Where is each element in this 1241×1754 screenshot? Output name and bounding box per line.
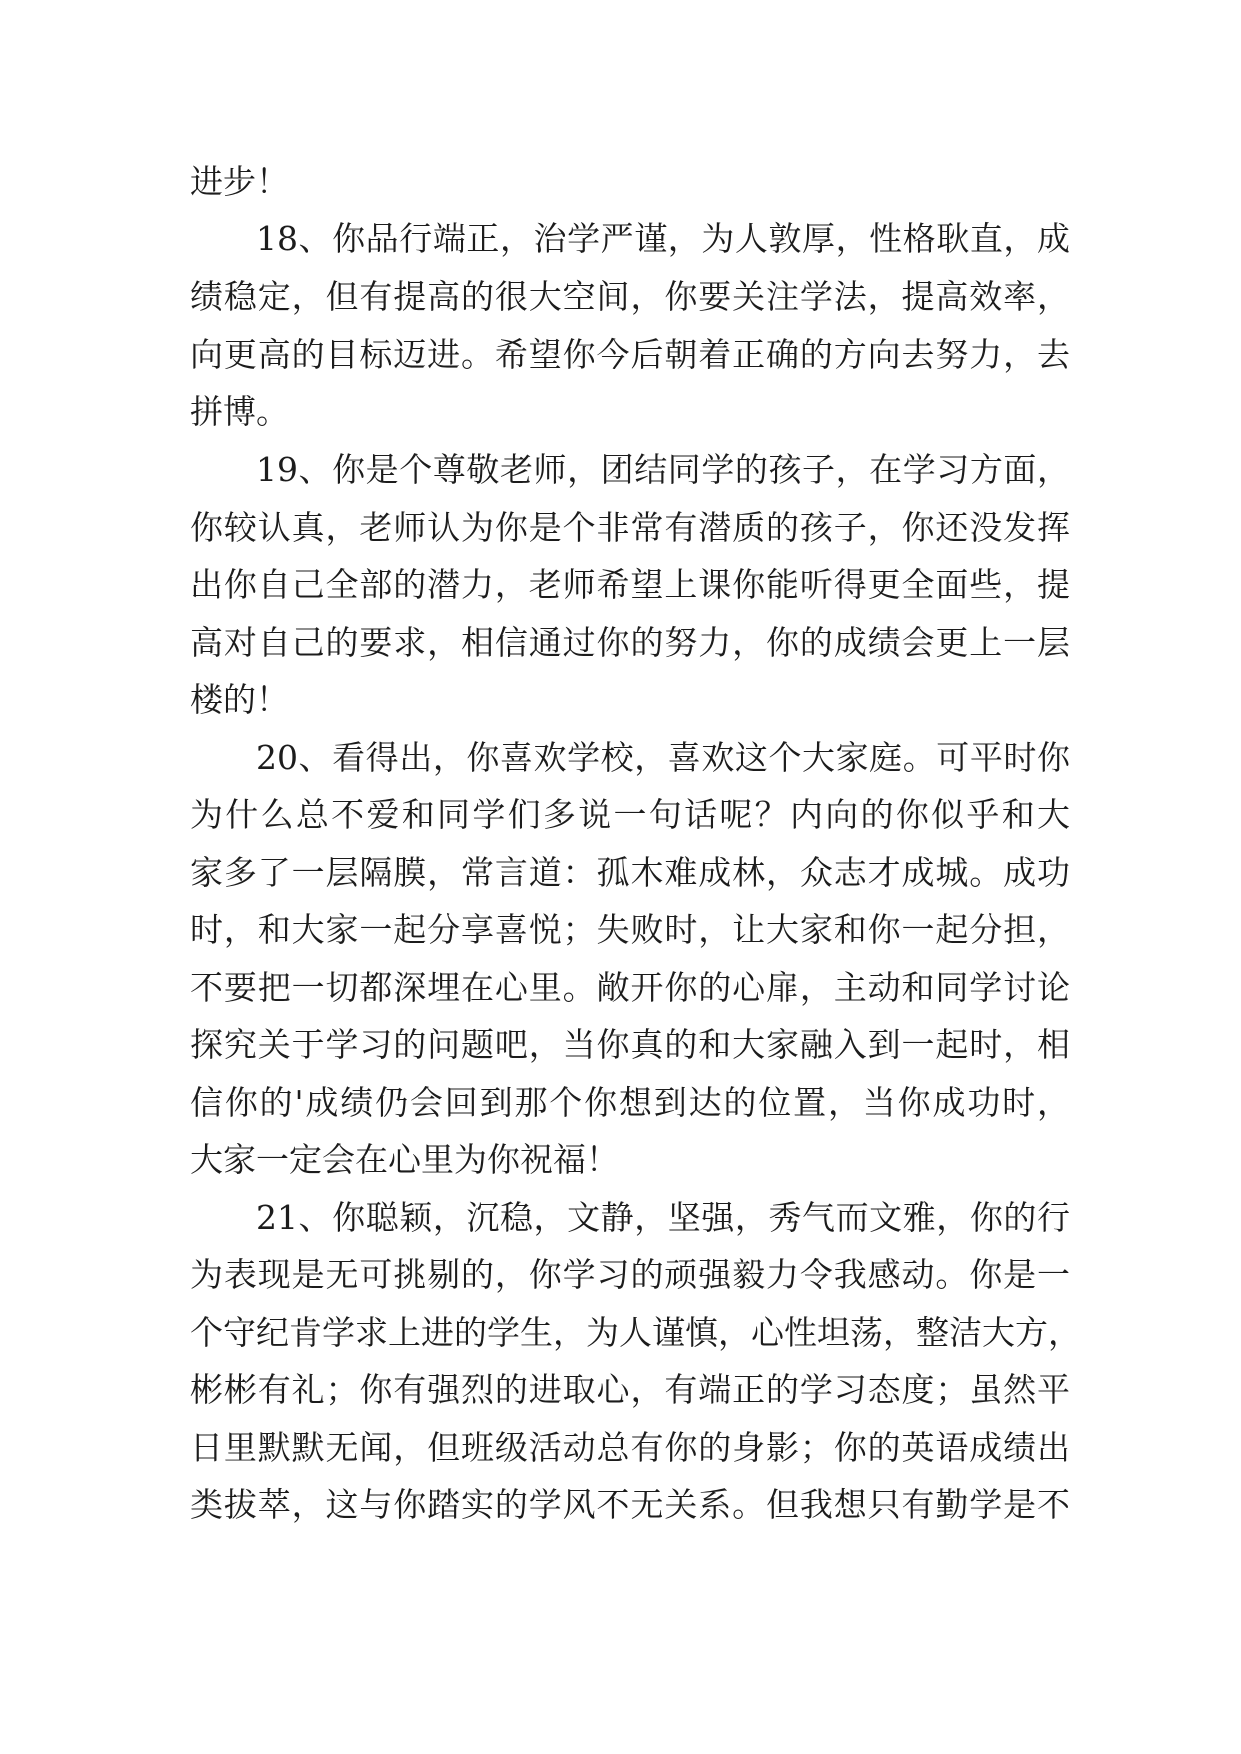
text-line: 绩稳定，但有提高的很大空间，你要关注学法，提高效率， [190,277,1070,316]
text-line: 信你的'成绩仍会回到那个你想到达的位置，当你成功时， [190,1083,1070,1122]
text-line: 大家一定会在心里为你祝福！ [190,1140,619,1179]
paragraph-18-start: 18、你品行端正，治学严谨，为人敦厚，性格耿直，成 [256,219,1070,258]
paragraph-21-start: 21、你聪颖，沉稳，文静，坚强，秀气而文雅，你的行 [256,1198,1070,1237]
text-line: 为什么总不爱和同学们多说一句话呢？内向的你似乎和大 [190,795,1070,834]
text-line: 拼博。 [190,392,289,431]
text-line: 楼的！ [190,680,289,719]
text-line: 向更高的目标迈进。希望你今后朝着正确的方向去努力，去 [190,335,1070,374]
text-line: 个守纪肯学求上进的学生，为人谨慎，心性坦荡，整洁大方， [190,1313,1081,1352]
text-line: 进步！ [190,162,289,201]
text-line: 家多了一层隔膜，常言道：孤木难成林，众志才成城。成功 [190,853,1070,892]
paragraph-20-start: 20、看得出，你喜欢学校，喜欢这个大家庭。可平时你 [256,738,1070,777]
text-line: 日里默默无闻，但班级活动总有你的身影；你的英语成绩出 [190,1428,1070,1467]
text-line: 探究关于学习的问题吧，当你真的和大家融入到一起时，相 [190,1025,1070,1064]
text-line: 时，和大家一起分享喜悦；失败时，让大家和你一起分担， [190,910,1070,949]
text-line: 出你自己全部的潜力，老师希望上课你能听得更全面些，提 [190,565,1070,604]
text-line: 不要把一切都深埋在心里。敞开你的心扉，主动和同学讨论 [190,968,1070,1007]
text-line: 为表现是无可挑剔的，你学习的顽强毅力令我感动。你是一 [190,1255,1070,1294]
text-line: 你较认真，老师认为你是个非常有潜质的孩子，你还没发挥 [190,508,1070,547]
text-line: 彬彬有礼；你有强烈的进取心，有端正的学习态度；虽然平 [190,1370,1070,1409]
text-line: 高对自己的要求，相信通过你的努力，你的成绩会更上一层 [190,623,1070,662]
text-line: 类拔萃，这与你踏实的学风不无关系。但我想只有勤学是不 [190,1485,1070,1524]
paragraph-19-start: 19、你是个尊敬老师，团结同学的孩子，在学习方面， [256,450,1070,489]
